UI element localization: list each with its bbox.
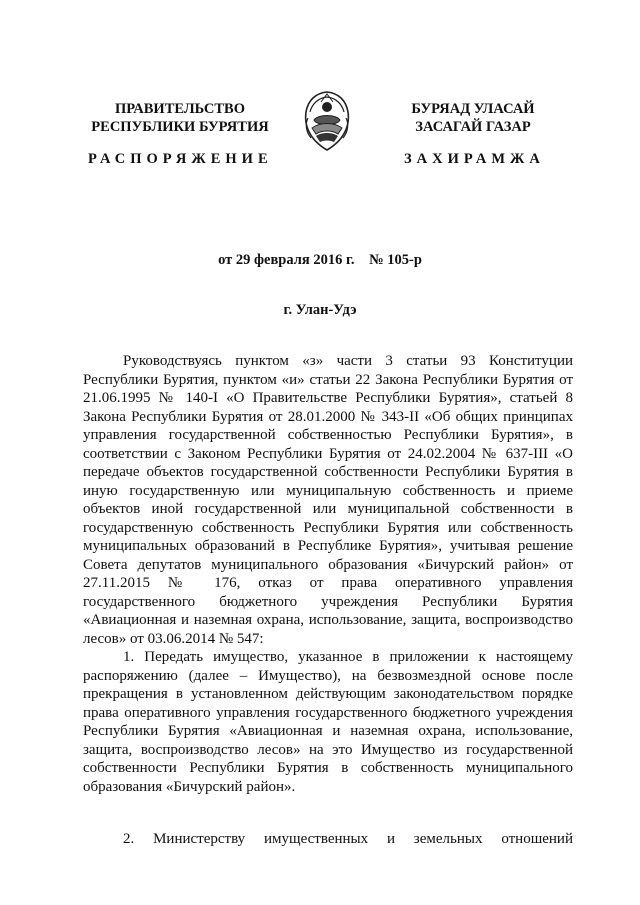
paragraph-line: муниципальных образований в Республике Бурятия», учитывая решение	[83, 538, 573, 554]
clause-1-paragraph	[83, 648, 573, 796]
paragraph-line: прекращения в установленном действующим законодательством порядке	[83, 686, 573, 702]
paragraph-line: управления государственной собственностью Республики Бурятия», в	[83, 427, 573, 443]
decree-type-ru: РАСПОРЯЖЕНИЕ	[88, 151, 273, 167]
government-header-ru	[80, 100, 280, 136]
republic-title-bua: БУРЯАД УЛАСАЙ	[411, 101, 535, 117]
paragraph-line: лесов» от 03.06.2014 № 547:	[83, 630, 264, 647]
paragraph-line: образования «Бичурский район».	[83, 778, 296, 795]
paragraph-line: защита, воспроизводство лесов» на это Имущество из государственной	[83, 741, 573, 758]
republic-title-ru: РЕСПУБЛИКИ БУРЯТИЯ	[91, 119, 269, 135]
paragraph-line: Республики Бурятия, пунктом «и» статьи 22 Закона Республики Бурятия от	[83, 371, 573, 388]
paragraph-line: Руководствуясь пунктом «з» части 3 статьи 93 Конституции	[123, 353, 573, 369]
paragraph-line: Республики Бурятия «Авиационная и наземная охрана, использование,	[83, 723, 573, 739]
paragraph-line: иную государственную или муниципальную собственность и приеме	[83, 482, 573, 499]
paragraph-line: 21.06.1995 № 140-I «О Правительстве Республики Бурятия», статьей 8	[83, 390, 573, 406]
paragraph-line: соответствии с Законом Республики Бурятия от 24.02.2004 № 637-III «О	[83, 445, 573, 462]
government-header-bua	[378, 100, 568, 136]
paragraph-line: государственного бюджетного учреждения Республики Бурятия	[83, 593, 573, 610]
document-date: от 29 февраля 2016 г.	[218, 252, 355, 268]
preamble-paragraph	[83, 352, 573, 648]
paragraph-line: Закона Республики Бурятия от 28.01.2000 № 343-II «Об общих принципах	[83, 408, 573, 425]
document-number: № 105-р	[369, 252, 422, 268]
coat-of-arms-icon	[302, 90, 352, 152]
paragraph-line: распоряжению (далее – Имущество), на безвозмездной основе после	[83, 667, 573, 684]
paragraph-line: 1. Передать имущество, указанное в приложении к настоящему	[123, 649, 573, 665]
paragraph-line: Совета депутатов муниципального образования «Бичурский район» от	[83, 556, 573, 573]
document-city: г. Улан-Удэ	[283, 302, 357, 318]
paragraph-line: объектов иной государственной или муниципальной собственности в	[83, 501, 573, 517]
paragraph-line: «Авиационная и наземная охрана, использование, защита, воспроизводство	[83, 612, 573, 628]
paragraph-line: 27.11.2015 № 176, отказ от права оперативного управления	[83, 575, 573, 591]
government-title-ru: ПРАВИТЕЛЬСТВО	[115, 101, 245, 117]
government-title-bua: ЗАСАГАЙ ГАЗАР	[415, 119, 531, 135]
document-date-line	[0, 252, 640, 269]
paragraph-line: права оперативного управления государственного бюджетного учреждения	[83, 704, 573, 721]
clause-2-paragraph	[83, 830, 573, 849]
decree-type-bua: ЗАХИРАМЖА	[404, 151, 545, 167]
paragraph-line: государственную собственность Республики Бурятия или собственность	[83, 519, 573, 536]
paragraph-line: передаче объектов государственной собственности Республики Бурятия в	[83, 464, 573, 480]
paragraph-line: собственности Республики Бурятия в собственность муниципального	[83, 760, 573, 776]
paragraph-line: 2. Министерству имущественных и земельных отношений	[123, 831, 573, 847]
